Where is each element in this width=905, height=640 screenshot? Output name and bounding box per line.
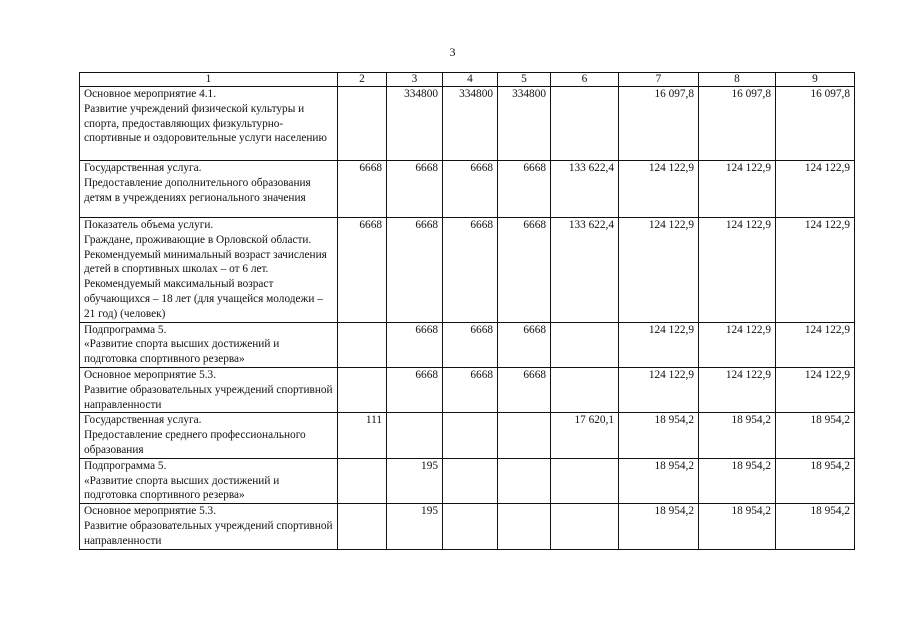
column-header-1: 1 xyxy=(80,73,338,87)
value-cell-col-4: 6668 xyxy=(443,218,498,323)
row-description xyxy=(80,161,338,218)
value-cell-col-3: 6668 xyxy=(387,218,443,323)
value-cell-col-2 xyxy=(338,367,387,412)
value-cell-col-4: 6668 xyxy=(443,367,498,412)
value-cell-col-7: 16 097,8 xyxy=(619,87,699,161)
row-description xyxy=(80,87,338,161)
value-cell-col-3: 334800 xyxy=(387,87,443,161)
value-cell-col-5 xyxy=(498,458,551,503)
row-detail: Развитие образовательных учреждений спортивной направленности xyxy=(84,519,333,547)
value-cell-col-4: 334800 xyxy=(443,87,498,161)
value-cell-col-3: 6668 xyxy=(387,367,443,412)
table-row xyxy=(80,367,855,412)
value-cell-col-7: 124 122,9 xyxy=(619,367,699,412)
value-cell-col-5: 6668 xyxy=(498,161,551,218)
column-header-7: 7 xyxy=(619,73,699,87)
value-cell-col-8: 18 954,2 xyxy=(699,504,776,549)
value-cell-col-9: 18 954,2 xyxy=(776,458,855,503)
row-description xyxy=(80,413,338,458)
value-cell-col-6: 17 620,1 xyxy=(551,413,619,458)
value-cell-col-7: 124 122,9 xyxy=(619,161,699,218)
row-detail: Предоставление дополнительного образования детям в учреждениях регионального значения xyxy=(84,176,311,204)
table-body xyxy=(80,87,855,550)
column-header-9: 9 xyxy=(776,73,855,87)
row-title: Подпрограмма 5. xyxy=(84,459,167,472)
value-cell-col-3: 195 xyxy=(387,504,443,549)
value-cell-col-6 xyxy=(551,322,619,367)
value-cell-col-9: 16 097,8 xyxy=(776,87,855,161)
value-cell-col-7: 18 954,2 xyxy=(619,458,699,503)
header-row xyxy=(80,73,855,87)
row-title: Основное мероприятие 5.3. xyxy=(84,505,217,518)
row-description xyxy=(80,322,338,367)
row-title: Государственная услуга. xyxy=(84,414,202,427)
row-description xyxy=(80,504,338,549)
value-cell-col-4: 6668 xyxy=(443,161,498,218)
row-detail: «Развитие спорта высших достижений и подготовка спортивного резерва» xyxy=(84,474,280,502)
column-header-6: 6 xyxy=(551,73,619,87)
row-detail: Развитие учреждений физической культуры и спорта, предоставляющих физкультурно-спортивные и оздоровительные услуги населению xyxy=(84,102,327,145)
value-cell-col-3: 195 xyxy=(387,458,443,503)
row-title: Показатель объема услуги. xyxy=(84,219,214,231)
column-header-4: 4 xyxy=(443,73,498,87)
value-cell-col-2 xyxy=(338,87,387,161)
value-cell-col-4: 6668 xyxy=(443,322,498,367)
value-cell-col-9: 124 122,9 xyxy=(776,161,855,218)
value-cell-col-3: 6668 xyxy=(387,161,443,218)
page-number: 3 xyxy=(449,45,456,59)
column-header-8: 8 xyxy=(699,73,776,87)
value-cell-col-9: 18 954,2 xyxy=(776,504,855,549)
value-cell-col-7: 18 954,2 xyxy=(619,504,699,549)
value-cell-col-9: 124 122,9 xyxy=(776,367,855,412)
column-header-5: 5 xyxy=(498,73,551,87)
value-cell-col-7: 18 954,2 xyxy=(619,413,699,458)
value-cell-col-5: 334800 xyxy=(498,87,551,161)
value-cell-col-6 xyxy=(551,87,619,161)
value-cell-col-5: 6668 xyxy=(498,367,551,412)
row-detail: «Развитие спорта высших достижений и подготовка спортивного резерва» xyxy=(84,338,280,366)
value-cell-col-2 xyxy=(338,322,387,367)
table-row xyxy=(80,218,855,323)
value-cell-col-5 xyxy=(498,504,551,549)
row-detail: Предоставление среднего профессионального образования xyxy=(84,429,306,456)
row-title: Основное мероприятие 5.3. xyxy=(84,368,217,381)
value-cell-col-7: 124 122,9 xyxy=(619,218,699,323)
value-cell-col-2: 6668 xyxy=(338,161,387,218)
value-cell-col-8: 124 122,9 xyxy=(699,322,776,367)
value-cell-col-4 xyxy=(443,504,498,549)
column-header-3: 3 xyxy=(387,73,443,87)
value-cell-col-2 xyxy=(338,504,387,549)
table-row xyxy=(80,458,855,503)
value-cell-col-4 xyxy=(443,458,498,503)
row-title: Подпрограмма 5. xyxy=(84,323,167,336)
value-cell-col-9: 124 122,9 xyxy=(776,322,855,367)
table-row xyxy=(80,87,855,161)
row-title: Основное мероприятие 4.1. xyxy=(84,88,217,100)
value-cell-col-6 xyxy=(551,367,619,412)
value-cell-col-7: 124 122,9 xyxy=(619,322,699,367)
value-cell-col-3 xyxy=(387,413,443,458)
row-detail: Развитие образовательных учреждений спортивной направленности xyxy=(84,383,333,411)
row-title: Государственная услуга. xyxy=(84,162,202,174)
value-cell-col-2: 111 xyxy=(338,413,387,458)
column-header-2: 2 xyxy=(338,73,387,87)
value-cell-col-6 xyxy=(551,458,619,503)
value-cell-col-3: 6668 xyxy=(387,322,443,367)
table-row xyxy=(80,161,855,218)
value-cell-col-8: 16 097,8 xyxy=(699,87,776,161)
value-cell-col-2: 6668 xyxy=(338,218,387,323)
value-cell-col-8: 124 122,9 xyxy=(699,218,776,323)
value-cell-col-8: 18 954,2 xyxy=(699,413,776,458)
value-cell-col-6: 133 622,4 xyxy=(551,161,619,218)
value-cell-col-6 xyxy=(551,504,619,549)
value-cell-col-4 xyxy=(443,413,498,458)
value-cell-col-5: 6668 xyxy=(498,218,551,323)
value-cell-col-9: 18 954,2 xyxy=(776,413,855,458)
table-row xyxy=(80,322,855,367)
value-cell-col-8: 124 122,9 xyxy=(699,161,776,218)
table-row xyxy=(80,504,855,549)
services-table xyxy=(79,72,855,550)
table-row xyxy=(80,413,855,458)
value-cell-col-8: 124 122,9 xyxy=(699,367,776,412)
value-cell-col-6: 133 622,4 xyxy=(551,218,619,323)
value-cell-col-2 xyxy=(338,458,387,503)
row-description xyxy=(80,367,338,412)
value-cell-col-9: 124 122,9 xyxy=(776,218,855,323)
value-cell-col-5 xyxy=(498,413,551,458)
row-description xyxy=(80,458,338,503)
row-description xyxy=(80,218,338,323)
row-detail: Граждане, проживающие в Орловской области. Рекомендуемый минимальный возраст зачисления детей в спортивных школах – от 6 лет. Рекомендуемый максимальный возраст обучающихся – 18 лет (для учащейся молодежи – 21 год) (человек) xyxy=(84,233,327,320)
value-cell-col-8: 18 954,2 xyxy=(699,458,776,503)
value-cell-col-5: 6668 xyxy=(498,322,551,367)
